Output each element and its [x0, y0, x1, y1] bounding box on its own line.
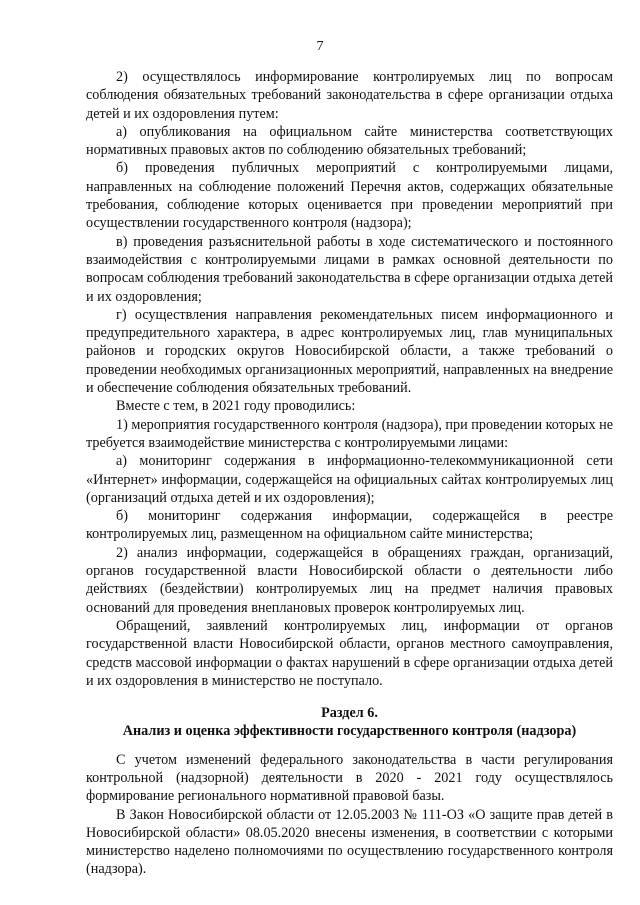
section-title: Анализ и оценка эффективности государственного контроля (надзора) [122, 723, 577, 740]
paragraph: а) опубликования на официальном сайте министерства соответствующих нормативных правовых актов по соблюдению обязательных требований; [86, 123, 613, 159]
paragraph: а) мониторинг содержания в информационно-телекоммуникационной сети «Интернет» информации, содержащейся на официальных сайтах контролируемых лиц (организаций отдыха детей и их оздоровления); [86, 453, 613, 506]
paragraph: 2) анализ информации, содержащейся в обращениях граждан, организаций, органов государственной власти Новосибирской области о деятельности либо действиях (бездействии) контролируемых лиц на предмет наличия правовых оснований для проведения внеплановых проверок контролируемых лиц. [86, 544, 613, 616]
paragraph: в) проведения разъяснительной работы в ходе систематического и постоянного взаимодействия с контролируемыми лицами в рамках основной деятельности по вопросам соблюдения требований законодательства в сфере организации отдыха детей и их оздоровления; [86, 233, 613, 305]
paragraph: г) осуществления направления рекомендательных писем информационного и предупредительного характера, в адрес контролируемых лиц, глав муниципальных районов и городских округов Новосибирской области, а также требований о проведении необходимых организационных мероприятий, направленных на внедрение и обеспечение соблюдения обязательных требований. [86, 306, 613, 397]
document-body [86, 68, 613, 879]
paragraph: С учетом изменений федерального законодательства в части регулирования контрольной (надзорной) деятельности в 2020 - 2021 году осуществлялось формирование регионального нормативной правовой базы. [86, 751, 613, 805]
paragraph: Вместе с тем, в 2021 году проводились: [116, 398, 356, 415]
page-number: 7 [316, 39, 324, 54]
paragraph: 2) осуществлялось информирование контролируемых лиц по вопросам соблюдения обязательных требований законодательства в сфере организации отдыха детей и их оздоровления путем: [86, 69, 613, 122]
section-heading [86, 704, 613, 741]
paragraph: б) проведения публичных мероприятий с контролируемыми лицами, направленных на соблюдение положений Перечня актов, содержащих обязательные требования, соблюдение которых оценивается при проведении мероприятий при осуществлении государственного контроля (надзора); [86, 160, 613, 232]
paragraph: 1) мероприятия государственного контроля (надзора), при проведении которых не требуется взаимодействие министерства с контролируемыми лицами: [86, 416, 613, 451]
paragraph: б) мониторинг содержания информации, содержащейся в реестре контролируемых лиц, размещенном на официальном сайте министерства; [86, 508, 613, 543]
section-number: Раздел 6. [321, 705, 378, 722]
paragraph: В Закон Новосибирской области от 12.05.2003 № 111-ОЗ «О защите прав детей в Новосибирской области» 08.05.2020 внесены изменения, в соответствии с которыми министерство наделено полномочиями по осуществлению государственного контроля (надзора). [86, 806, 613, 878]
paragraph: Обращений, заявлений контролируемых лиц, информации от органов государственной власти Новосибирской области, органов местного самоуправления, средств массовой информации о фактах нарушений в сфере организации отдыха детей и их оздоровления в министерство не поступало. [86, 617, 613, 689]
